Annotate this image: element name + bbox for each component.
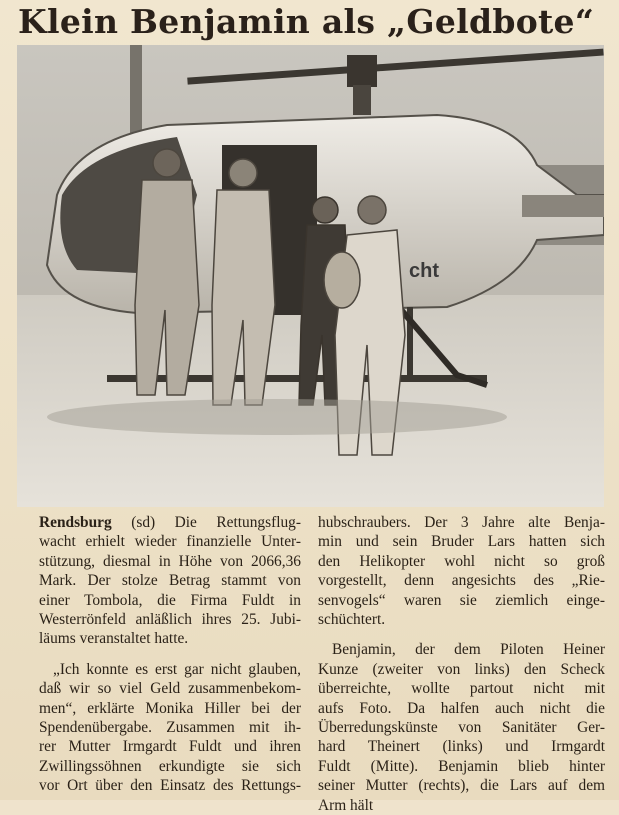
text-line: Kunze (zweiter von links) den Scheck — [318, 660, 605, 678]
text-line: seiner Mutter (rechts), die Lars auf dem — [318, 777, 605, 795]
article-column-1 — [39, 513, 301, 796]
text-line: senvogels“ waren sie ziemlich einge- — [318, 591, 605, 609]
dateline: Rendsburg — [39, 514, 112, 531]
text-line: (sd) Die Rettungsflug- — [111, 514, 301, 531]
text-line: „Ich konnte es erst gar nicht glauben, — [53, 660, 301, 678]
text-line: überreichte, wollte partout nicht mit — [318, 680, 605, 698]
text-line: wacht erhielt wieder finanzielle Unter- — [39, 533, 301, 551]
text-line: schüchtert. — [318, 611, 386, 629]
article-paragraph-1 — [39, 513, 301, 649]
text-line: Mark. Der stolze Betrag stammt von — [39, 572, 301, 590]
text-line: läums veranstaltet hatte. — [39, 630, 189, 648]
text-line: men“, erklärte Monika Hiller bei der — [39, 699, 301, 717]
text-line: Spendenübergabe. Zusammen mit ih- — [39, 719, 301, 737]
article-column-2 — [318, 513, 605, 815]
article-paragraph-4 — [318, 640, 605, 815]
helicopter-logo-text: cht — [409, 260, 439, 282]
text-line: Überredungskünste von Sanitäter Ger- — [318, 719, 605, 737]
text-line: Fuldt (Mitte). Benjamin blieb hinter — [318, 757, 605, 775]
text-line: hubschraubers. Der 3 Jahre alte Benja- — [318, 514, 605, 531]
text-line: vor Ort über den Einsatz des Rettungs- — [39, 777, 301, 795]
text-line: hard Theinert (links) und Irmgardt — [318, 738, 605, 756]
text-line: einer Tombola, die Firma Fuldt in — [39, 591, 301, 609]
text-line: rer Mutter Irmgardt Fuldt und ihren — [39, 738, 301, 756]
text-line: den Helikopter wohl nicht so groß — [318, 552, 605, 570]
text-line: Benjamin, der dem Piloten Heiner — [332, 641, 605, 659]
text-line: Arm hält — [318, 796, 374, 814]
text-line: vorgestellt, denn angesichts des „Rie- — [318, 572, 605, 590]
article-paragraph-3 — [318, 513, 605, 629]
text-line: stützung, diesmal in Höhe von 2066,36 — [39, 552, 301, 570]
text-line: Westerrönfeld anläßlich ihres 25. Jubi- — [39, 611, 301, 629]
article-paragraph-2 — [39, 660, 301, 796]
text-line: daß wir so viel Geld zusammenbekom- — [39, 680, 301, 698]
news-photo — [17, 45, 604, 507]
text-line: aufs Foto. Da halfen auch nicht die — [318, 699, 605, 717]
headline: Klein Benjamin als „Geldbote“ — [18, 2, 595, 41]
text-line: min und sein Bruder Lars hatten sich — [318, 533, 605, 551]
text-line: Zwillingssöhnen erkundigte sie sich — [39, 757, 301, 775]
